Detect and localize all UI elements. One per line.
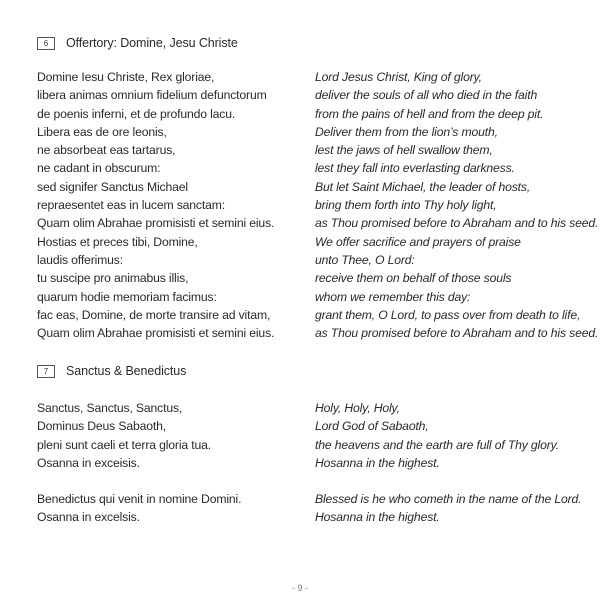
text-line: whom we remember this day: bbox=[315, 289, 471, 304]
text-line: Osanna in exceisis. bbox=[37, 455, 140, 470]
text-line: Blessed is he who cometh in the name of the Lord. bbox=[315, 492, 582, 506]
track-number-box: 6 bbox=[37, 37, 55, 50]
text-line: ne absorbeat eas tartarus, bbox=[37, 143, 176, 158]
text-line: fac eas, Domine, de morte transire ad vitam, bbox=[37, 307, 271, 322]
text-line: deliver the souls of all who died in the faith bbox=[315, 88, 538, 103]
text-line: lest they fall into everlasting darkness. bbox=[315, 161, 515, 176]
benedictus-latin-text bbox=[37, 490, 241, 527]
text-line: Deliver them from the lion’s mouth, bbox=[315, 124, 498, 139]
text-line: Lord God of Sabaoth, bbox=[315, 419, 429, 434]
text-line: Hosanna in the highest. bbox=[315, 455, 440, 470]
text-line: lest the jaws of hell swallow them, bbox=[315, 143, 493, 158]
section-title: Sanctus & Benedictus bbox=[66, 364, 187, 378]
text-line: Quam olim Abrahae promisisti et semini eius. bbox=[37, 326, 275, 341]
text-line: Domine Iesu Christe, Rex gloriae, bbox=[37, 70, 215, 84]
text-line: grant them, O Lord, to pass over from death to life, bbox=[315, 307, 581, 322]
text-line: Libera eas de ore leonis, bbox=[37, 124, 167, 139]
page-number: - 9 - bbox=[291, 583, 308, 593]
text-line: libera animas omnium fidelium defunctorum bbox=[37, 88, 267, 103]
text-line: Lord Jesus Christ, King of glory, bbox=[315, 70, 482, 84]
text-line: ne cadant in obscurum: bbox=[37, 161, 161, 176]
text-line: Hostias et preces tibi, Domine, bbox=[37, 234, 198, 249]
section-title: Offertory: Domine, Jesu Christe bbox=[66, 36, 238, 50]
offertory-latin-text bbox=[37, 68, 274, 342]
text-line: Holy, Holy, Holy, bbox=[315, 401, 400, 415]
text-line: de poenis inferni, et de profundo lacu. bbox=[37, 106, 236, 121]
text-line: We offer sacrifice and prayers of praise bbox=[315, 234, 521, 249]
text-line: receive them on behalf of those souls bbox=[315, 271, 512, 286]
text-line: Osanna in excelsis. bbox=[37, 510, 140, 525]
text-line: as Thou promised before to Abraham and to his seed. bbox=[315, 326, 599, 341]
text-line: Quam olim Abrahae promisisti et semini eius. bbox=[37, 216, 275, 231]
text-line: from the pains of hell and from the deep pit. bbox=[315, 106, 544, 121]
text-line: pleni sunt caeli et terra gloria tua. bbox=[37, 437, 211, 452]
text-line: unto Thee, O Lord: bbox=[315, 252, 415, 267]
text-line: quarum hodie memoriam facimus: bbox=[37, 289, 217, 304]
text-line: But let Saint Michael, the leader of hosts, bbox=[315, 179, 531, 194]
sanctus-heading bbox=[37, 364, 186, 378]
text-line: Dominus Deus Sabaoth, bbox=[37, 419, 166, 434]
text-line: tu suscipe pro animabus illis, bbox=[37, 271, 189, 286]
sanctus-english-text bbox=[315, 399, 559, 472]
text-line: Benedictus qui venit in nomine Domini. bbox=[37, 492, 242, 506]
text-line: laudis offerimus: bbox=[37, 252, 123, 267]
track-number-box: 7 bbox=[37, 365, 55, 378]
text-line: Sanctus, Sanctus, Sanctus, bbox=[37, 401, 183, 415]
text-line: the heavens and the earth are full of Thy glory. bbox=[315, 437, 559, 452]
offertory-english-text bbox=[315, 68, 598, 342]
offertory-heading bbox=[37, 36, 238, 50]
text-line: repraesentet eas in lucem sanctam: bbox=[37, 198, 225, 213]
text-line: Hosanna in the highest. bbox=[315, 510, 440, 525]
text-line: as Thou promised before to Abraham and to his seed. bbox=[315, 216, 599, 231]
benedictus-english-text bbox=[315, 490, 581, 527]
text-line: sed signifer Sanctus Michael bbox=[37, 179, 188, 194]
text-line: bring them forth into Thy holy light, bbox=[315, 198, 497, 213]
sanctus-latin-text bbox=[37, 399, 211, 472]
